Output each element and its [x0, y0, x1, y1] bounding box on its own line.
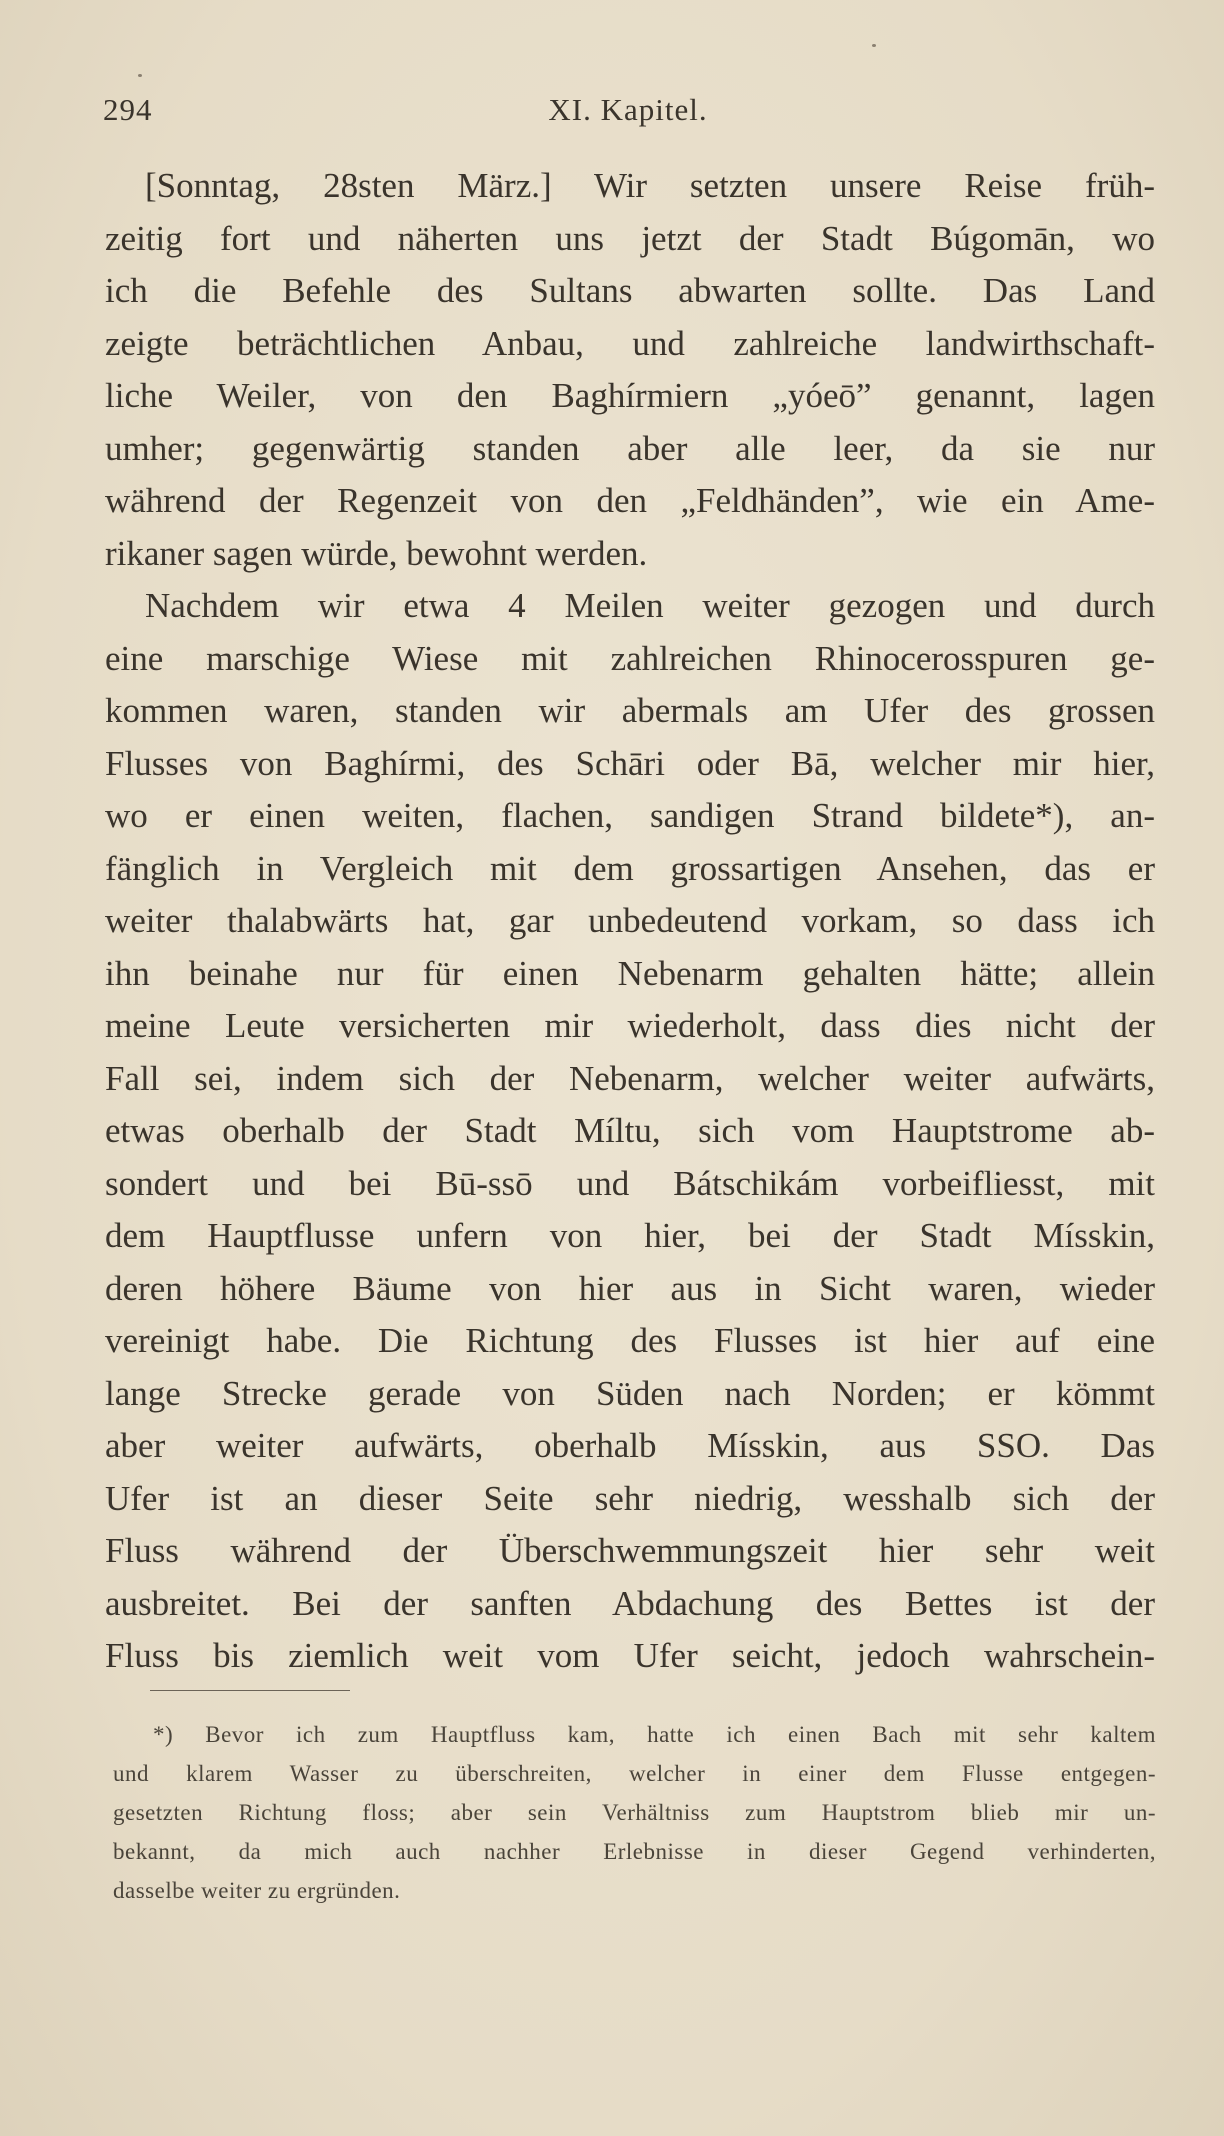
running-head: XI. Kapitel.: [548, 92, 708, 127]
text-line: ich die Befehle des Sultans abwarten sollte. Das Land: [105, 271, 1155, 310]
text-line: wo er einen weiten, flachen, sandigen Strand bildete*), an-: [105, 796, 1155, 835]
text-line: zeitig fort und näherten uns jetzt der Stadt Búgomān, wo: [105, 218, 1155, 258]
text-line: sondert und bei Bū-ssō und Bátschikám vorbeifliesst, mit: [105, 1163, 1155, 1203]
footnote-line: *) Bevor ich zum Hauptfluss kam, hatte ich einen Bach mit sehr kaltem: [153, 1722, 1156, 1747]
page-header: [103, 92, 1153, 136]
text-line: fänglich in Vergleich mit dem grossartigen Ansehen, das er: [105, 848, 1155, 888]
text-line: Fluss während der Überschwemmungszeit hier sehr weit: [105, 1531, 1155, 1570]
text-line: Fall sei, indem sich der Nebenarm, welcher weiter aufwärts,: [105, 1058, 1155, 1098]
text-line: während der Regenzeit von den „Feldhänden”, wie ein Ame-: [105, 481, 1155, 520]
text-line: [Sonntag, 28sten März.] Wir setzten unsere Reise früh-: [145, 166, 1155, 205]
text-line: Nachdem wir etwa 4 Meilen weiter gezogen und durch: [145, 586, 1155, 625]
footnote-line: gesetzten Richtung floss; aber sein Verhältniss zum Hauptstrom blieb mir un-: [113, 1800, 1156, 1825]
text-line: rikaner sagen würde, bewohnt werden.: [105, 533, 648, 573]
footnote-line: bekannt, da mich auch nachher Erlebnisse in dieser Gegend verhinderten,: [113, 1839, 1156, 1864]
text-line: liche Weiler, von den Baghírmiern „yóeō” genannt, lagen: [105, 376, 1155, 415]
text-line: meine Leute versicherten mir wiederholt, dass dies nicht der: [105, 1006, 1155, 1045]
text-line: aber weiter aufwärts, oberhalb Mísskin, aus SSO. Das: [105, 1426, 1155, 1465]
text-line: kommen waren, standen wir abermals am Ufer des grossen: [105, 691, 1155, 730]
text-line: ausbreitet. Bei der sanften Abdachung des Bettes ist der: [105, 1583, 1155, 1623]
text-line: lange Strecke gerade von Süden nach Norden; er kömmt: [105, 1373, 1155, 1413]
paper-speck: [138, 74, 142, 77]
text-line: etwas oberhalb der Stadt Míltu, sich vom Hauptstrome ab-: [105, 1111, 1155, 1150]
paper-speck: [872, 44, 876, 47]
text-line: zeigte beträchtlichen Anbau, und zahlreiche landwirthschaft-: [105, 323, 1155, 363]
footnote-divider: [150, 1690, 350, 1691]
text-line: weiter thalabwärts hat, gar unbedeutend vorkam, so dass ich: [105, 901, 1155, 940]
footnote-line: und klarem Wasser zu überschreiten, welcher in einer dem Flusse entgegen-: [113, 1761, 1156, 1786]
footnote: [113, 1715, 1156, 1910]
body-text: [105, 160, 1155, 1683]
text-line: Ufer ist an dieser Seite sehr niedrig, wesshalb sich der: [105, 1478, 1155, 1518]
text-line: Fluss bis ziemlich weit vom Ufer seicht, jedoch wahrschein-: [105, 1636, 1155, 1675]
text-line: vereinigt habe. Die Richtung des Flusses ist hier auf eine: [105, 1321, 1155, 1360]
text-line: umher; gegenwärtig standen aber alle leer, da sie nur: [105, 428, 1155, 468]
text-line: eine marschige Wiese mit zahlreichen Rhinocerosspuren ge-: [105, 638, 1155, 678]
text-line: Flusses von Baghírmi, des Schāri oder Bā, welcher mir hier,: [105, 743, 1155, 783]
page-number: 294: [103, 92, 153, 127]
footnote-line: dasselbe weiter zu ergründen.: [113, 1878, 401, 1903]
text-line: ihn beinahe nur für einen Nebenarm gehalten hätte; allein: [105, 953, 1155, 993]
text-line: dem Hauptflusse unfern von hier, bei der Stadt Mísskin,: [105, 1216, 1155, 1255]
text-line: deren höhere Bäume von hier aus in Sicht waren, wieder: [105, 1268, 1155, 1308]
